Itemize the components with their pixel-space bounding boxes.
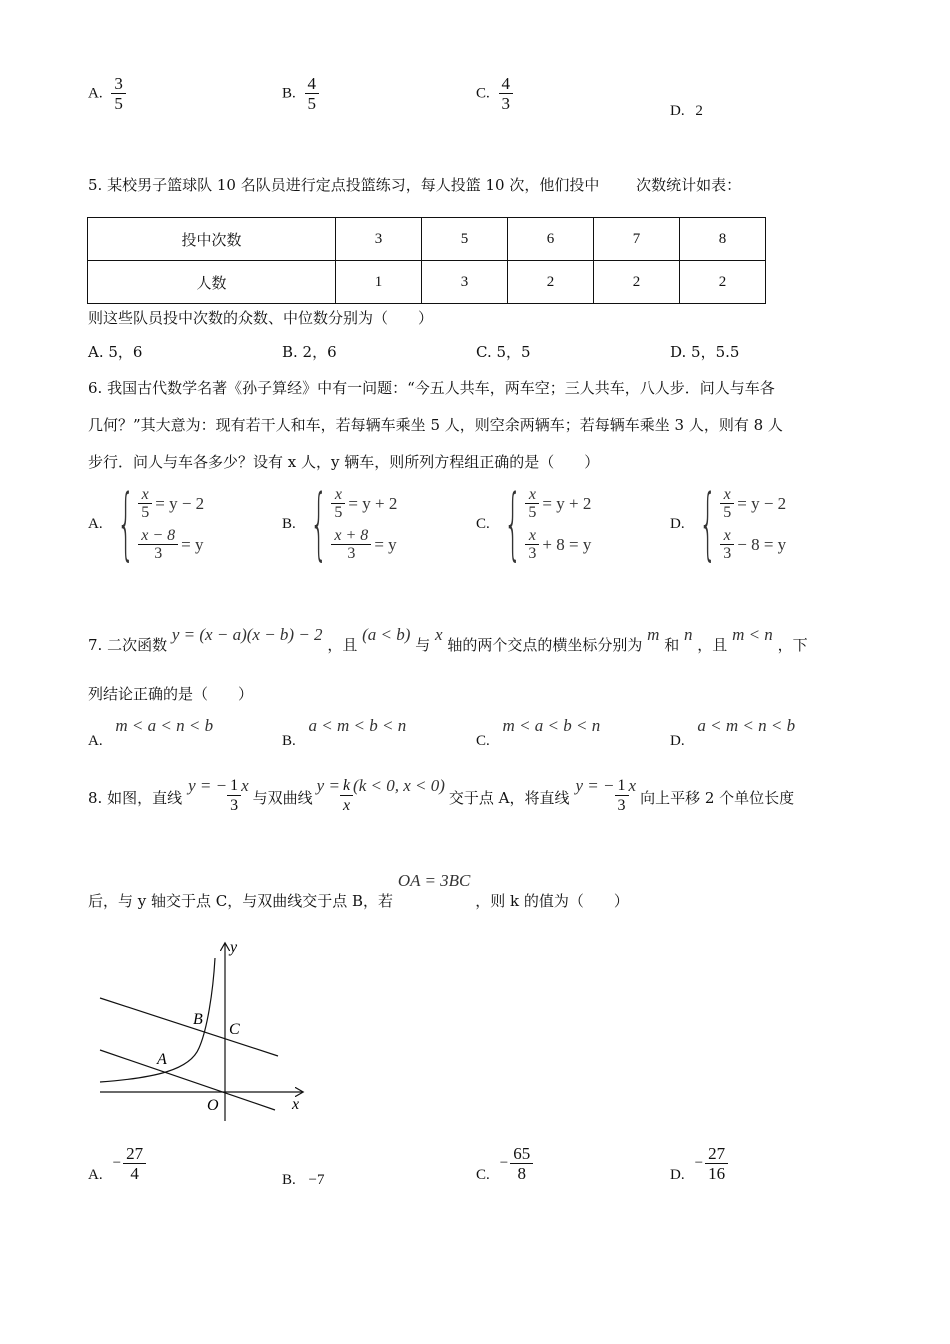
q5-option-d[interactable]: D. 5，5.5 [670,343,740,361]
label-x: x [292,1096,300,1113]
q8-option-c[interactable]: C. − $\frac{65}{8}$ [476,1144,533,1183]
label-C: C [229,1021,240,1038]
q6-line3: 步行．问人与车各多少？设有 x 人，y 辆车，则所列方程组正确的是（ ） [88,453,600,471]
shifted-line [100,998,278,1056]
label-O: O [207,1097,219,1114]
q4-option-b[interactable]: B. $\frac{4}{5}$ [282,74,319,113]
q6-option-d[interactable]: D. { $\frac{x}{5}$ = y − 2 $\frac{x}{3}$ − 8 = y [670,479,787,569]
q5-question: 则这些队员投中次数的众数、中位数分别为（ ） [88,309,434,327]
q8-graph [95,938,315,1128]
q6-option-a[interactable]: A. { $\frac{x}{5}$ = y − 2 $\frac{x - 8}{3}$ = y [88,479,205,569]
q6-option-c[interactable]: C. { $\frac{x}{5}$ = y + 2 $\frac{x}{3}$ + 8 = y [476,479,592,569]
q8-line2: 后，与 y 轴交于点 C，与双曲线交于点 B，若 OA = 3BC ，则 k 的值为（ ） [88,871,629,910]
q7-option-a[interactable]: A. m < a < n < b [88,716,214,749]
q5-option-c[interactable]: C. 5，5 [476,343,531,361]
q6-line2: 几何？”其大意为：现有若干人和车，若每辆车乘坐 5 人，则空余两辆车；若每辆车乘坐 3 人，则有 8 人 [88,416,783,434]
q6-option-b[interactable]: B. { $\frac{x}{5}$ = y + 2 $\frac{x + 8}{3}$ = y [282,479,398,569]
q7-option-b[interactable]: B. a < m < b < n [282,716,407,749]
q6-line1: 6. 我国古代数学名著《孙子算经》中有一问题：“今五人共车，两车空；三人共车，八人步．问人与车各 [88,379,775,397]
q4-option-a-fraction: $\frac{3}{5}$ [111,74,126,113]
label-A: A [157,1051,167,1068]
left-brace-icon: { [116,479,135,569]
q4-option-d[interactable]: D. 2 [670,103,703,119]
q7-option-d[interactable]: D. a < m < n < b [670,716,796,749]
left-brace-icon: { [698,479,717,569]
table-row: 投中次数 3 5 6 7 8 [88,218,766,261]
q8-stem: 8. 如图，直线 y = − $\frac{1}{3}$ x 与双曲线 y = $\frac{k}{x}$ (k < 0, x < 0) 交于点 A，将直线 y = − $\frac{1}{3}$ x 向上平移 2 个单位长度 [88,775,795,814]
label-y: y [230,939,238,956]
q5-option-b[interactable]: B. 2，6 [282,343,337,361]
q7-stem: 7. 二次函数 y = (x − a)(x − b) − 2 ，且 (a < b) 与 x 轴的两个交点的横坐标分别为 m 和 n ，且 m < n ，下 [88,625,808,654]
q4-option-a[interactable]: A. $\frac{3}{5}$ [88,74,126,113]
left-brace-icon: { [503,479,522,569]
table-row: 人数 1 3 2 2 2 [88,261,766,304]
q4-option-c[interactable]: C. $\frac{4}{3}$ [476,74,513,113]
q8-option-d[interactable]: D. − $\frac{27}{16}$ [670,1144,728,1183]
q4-option-b-fraction: $\frac{4}{5}$ [305,74,320,113]
q5-option-a[interactable]: A. 5，6 [88,343,143,361]
q5-stem: 5. 某校男子篮球队 10 名队员进行定点投篮练习，每人投篮 10 次，他们投中 次数统计如表： [88,176,742,194]
left-brace-icon: { [309,479,328,569]
q8-option-b[interactable]: B. −7 [282,1172,325,1188]
q7-option-c[interactable]: C. m < a < b < n [476,716,601,749]
q5-stat-table [87,217,766,304]
q4-option-c-fraction: $\frac{4}{3}$ [499,74,514,113]
label-B: B [193,1011,203,1028]
q7-line2: 列结论正确的是（ ） [88,685,254,703]
q8-option-a[interactable]: A. − $\frac{27}{4}$ [88,1144,146,1183]
